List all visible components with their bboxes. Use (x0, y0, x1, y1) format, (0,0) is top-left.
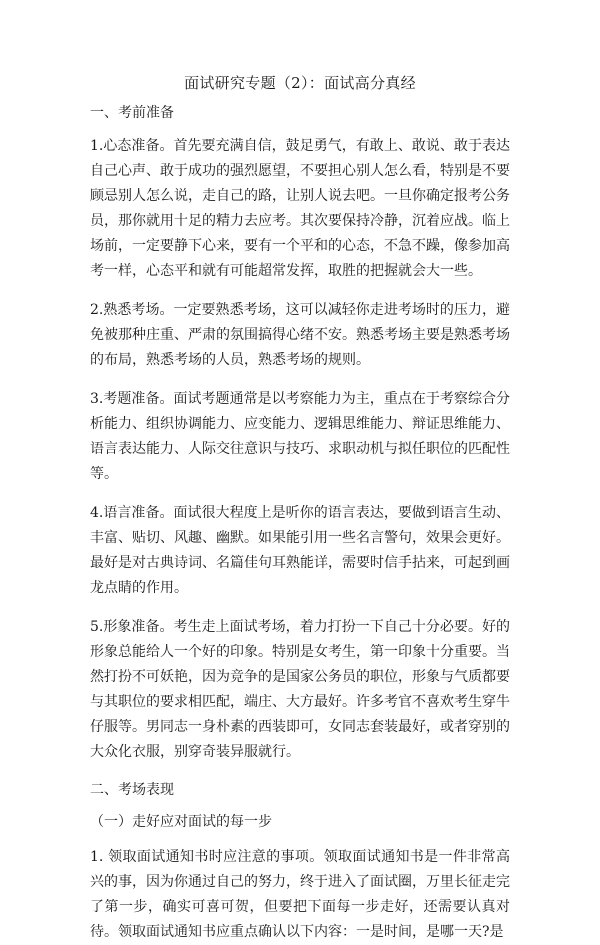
paragraph-image-preparation: 5.形象准备。考生走上面试考场，着力打扮一下自己十分必要。好的形象总能给人一个好的印象。特别是女考生，第一印象十分重要。当然打扮不可妖艳，因为竞争的是国家公务员的职位，形象与气质都要与其职位的要求相匹配，端庄、大方最好。许多考官不喜欢考生穿牛仔服等。男同志一身朴素的西装即可，女同志套装最好，或者穿别的大众化衣服，别穿奇装异服就行。 (90, 619, 510, 760)
section-heading-exam-performance: 二、考场表现 (90, 782, 174, 798)
paragraph-familiarize-venue: 2.熟悉考场。一定要熟悉考场，这可以减轻你走进考场时的压力，避免被那种庄重、严肃的氛围搞得心绪不安。熟悉考场主要是熟悉考场的布局，熟悉考场的人员，熟悉考场的规则。 (90, 302, 510, 368)
section-heading-exam-preparation: 一、考前准备 (90, 105, 174, 121)
paragraph-language-preparation: 4.语言准备。面试很大程度上是听你的语言表达，要做到语言生动、丰富、贴切、风趣、幽默。如果能引用一些名言警句，效果会更好。最好是对古典诗词、名篇佳句耳熟能详，需要时信手拈来，可起到画龙点睛的作用。 (90, 505, 510, 596)
paragraph-mental-preparation: 1.心态准备。首先要充满自信，鼓足勇气，有敢上、敢说、敢于表达自己心声、敢于成功的强烈愿望，不要担心别人怎么看，特别是不要顾忌别人怎么说，走自己的路，让别人说去吧。一旦你确定报考公务员，那你就用十足的精力去应考。其次要保持冷静，沉着应战。临上场前，一定要静下心来，要有一个平和的心态，不急不躁，像参加高考一样，心态平和就有可能超常发挥，取胜的把握就会大一些。 (90, 138, 510, 279)
document-title: 面试研究专题（2）：面试高分真经 (184, 74, 416, 92)
paragraph-receive-notice: 1. 领取面试通知书时应注意的事项。领取面试通知书是一件非常高兴的事，因为你通过自己的努力，终于进入了面试圈，万里长征走完了第一步，确实可喜可贺，但要把下面每一步走好，还需要认真对待。领取面试通知书应重点确认以下内容：一是时间，是哪一天?是 (90, 849, 510, 940)
subsection-heading-each-step: （一）走好应对面试的每一步 (90, 814, 272, 830)
paragraph-question-preparation: 3.考题准备。面试考题通常是以考察能力为主，重点在于考察综合分析能力、组织协调能力、应变能力、逻辑思维能力、辩证思维能力、语言表达能力、人际交往意识与技巧、求职动机与拟任职位的匹配性等。 (90, 391, 510, 482)
